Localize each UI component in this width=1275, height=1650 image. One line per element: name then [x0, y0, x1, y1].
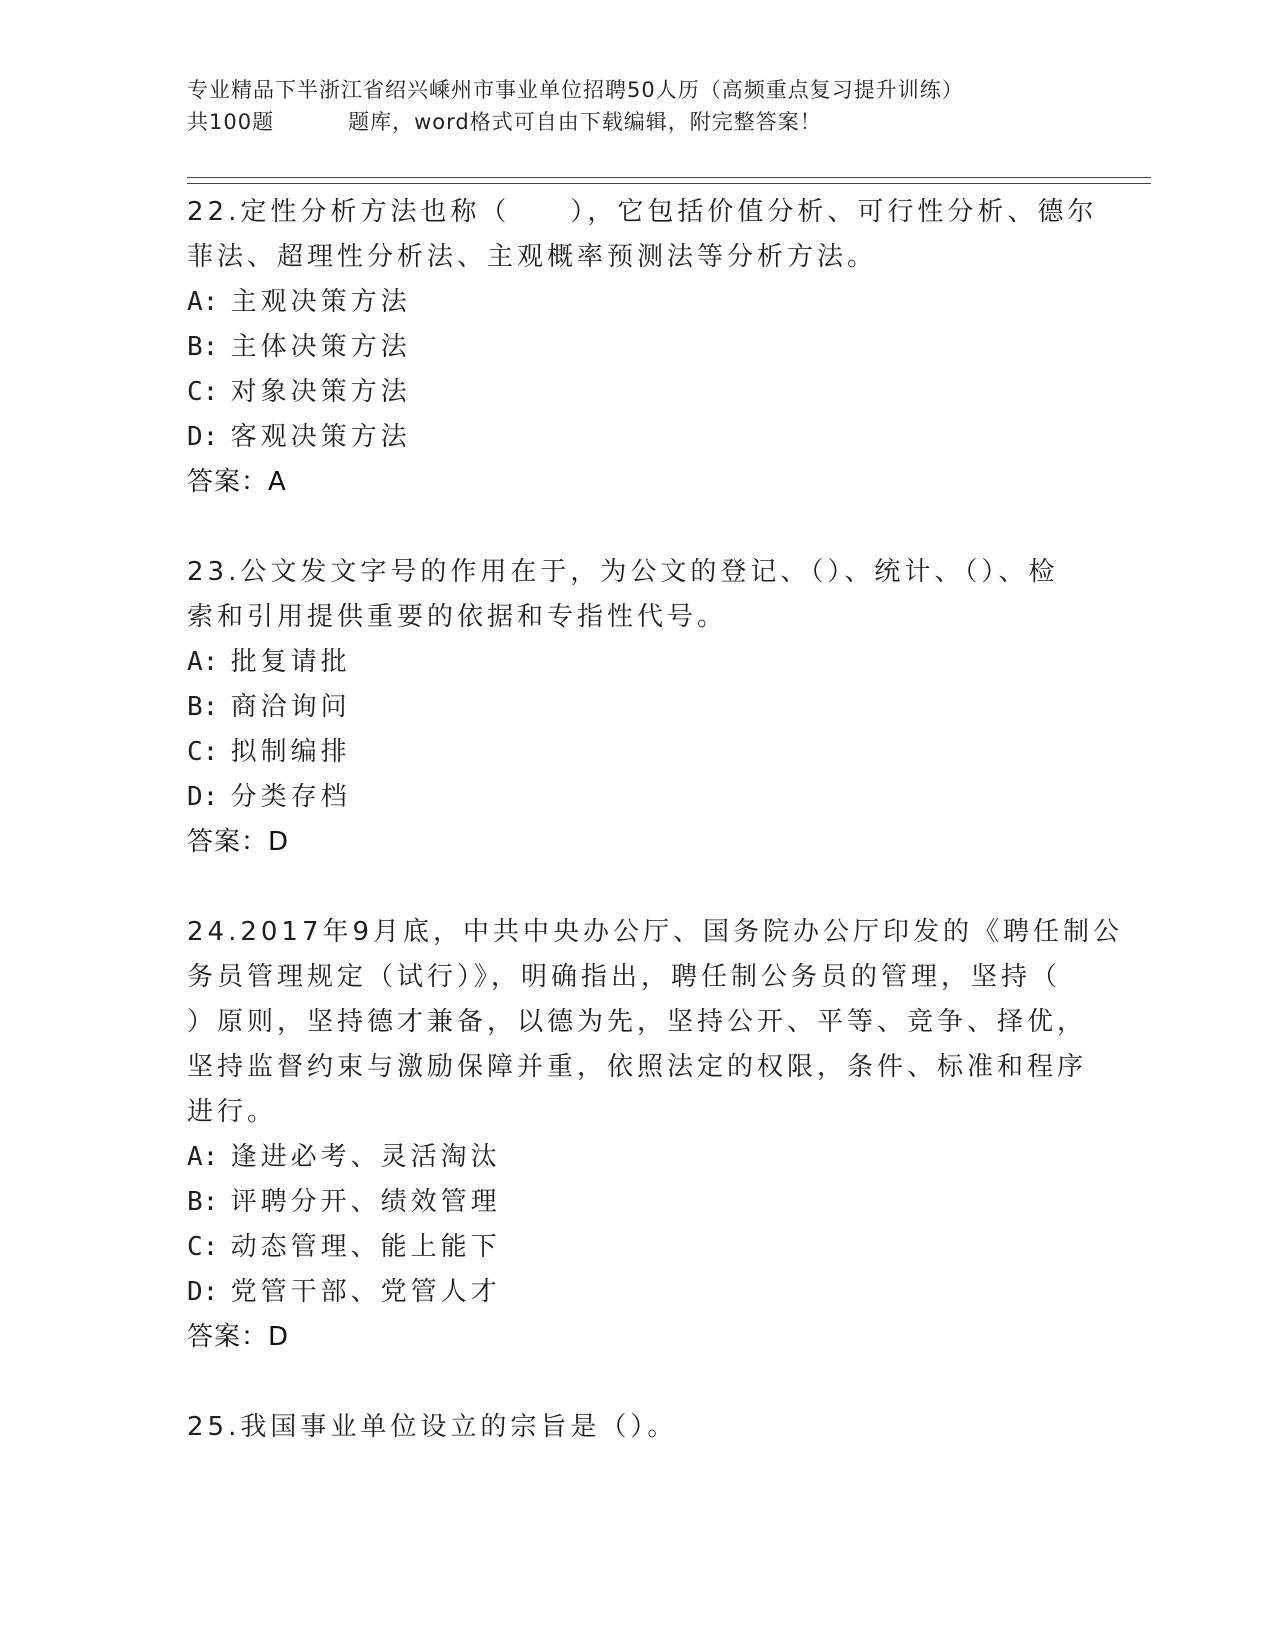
option-d [187, 415, 1087, 460]
option-text: 逢进必考、灵活淘汰 [230, 1142, 501, 1172]
question-spacer [187, 505, 1087, 550]
question-line: 务员管理规定（试行）》，明确指出，聘任制公务员的管理，坚持（ [187, 962, 1062, 992]
answer-line: 答案：D [187, 827, 290, 857]
option-text: 对象决策方法 [230, 377, 411, 407]
question-line: ）原则，坚持德才兼备，以德为先，坚持公开、平等、竞争、择优， [187, 1007, 1088, 1037]
option-label: D: [187, 422, 219, 452]
option-text: 商洽询问 [230, 692, 351, 722]
question-23 [187, 550, 1087, 865]
option-text: 客观决策方法 [230, 422, 411, 452]
option-label: C: [187, 737, 219, 767]
option-b [187, 325, 1087, 370]
question-line: 菲法、超理性分析法、主观概率预测法等分析方法。 [187, 242, 878, 272]
option-b [187, 1180, 1087, 1225]
answer-line: 答案：D [187, 1322, 290, 1352]
question-text [187, 910, 1124, 1135]
question-list [187, 190, 1124, 1450]
option-c [187, 370, 1087, 415]
header-divider-top [187, 177, 1151, 178]
option-text: 党管干部、党管人才 [230, 1277, 501, 1307]
option-label: B: [187, 332, 219, 362]
header-subtitle-line [187, 106, 1087, 138]
question-spacer [187, 1360, 1087, 1405]
answer-line: 答案：A [187, 467, 287, 497]
document-header [187, 74, 1087, 138]
question-text [187, 1405, 1087, 1450]
option-c [187, 1225, 1087, 1270]
option-label: B: [187, 1187, 219, 1217]
option-b [187, 685, 1087, 730]
question-line: 24.2017年9月底，中共中央办公厅、国务院办公厅印发的《聘任制公 [187, 917, 1124, 947]
option-a [187, 1135, 1087, 1180]
option-d [187, 1270, 1087, 1315]
header-title-line: 专业精品下半浙江省绍兴嵊州市事业单位招聘50人历（高频重点复习提升训练） [187, 78, 964, 102]
option-label: A: [187, 647, 219, 677]
option-a [187, 280, 1087, 325]
question-25 [187, 1405, 1087, 1450]
option-text: 主体决策方法 [230, 332, 411, 362]
option-label: A: [187, 1142, 219, 1172]
question-line: 25.我国事业单位设立的宗旨是（）。 [187, 1412, 678, 1442]
header-description: 题库，word格式可自由下载编辑，附完整答案！ [348, 110, 822, 134]
question-line: 坚持监督约束与激励保障并重，依照法定的权限，条件、标准和程序 [187, 1052, 1088, 1082]
option-text: 主观决策方法 [230, 287, 411, 317]
option-label: B: [187, 692, 219, 722]
option-label: C: [187, 377, 219, 407]
option-d [187, 775, 1087, 820]
option-text: 评聘分开、绩效管理 [230, 1187, 501, 1217]
question-text [187, 190, 1098, 280]
option-text: 批复请批 [230, 647, 351, 677]
option-text: 动态管理、能上能下 [230, 1232, 501, 1262]
question-line: 23.公文发文字号的作用在于，为公文的登记、（）、统计、（）、检 [187, 557, 1059, 587]
header-divider-bottom [187, 183, 1151, 184]
option-label: A: [187, 287, 219, 317]
question-22 [187, 190, 1098, 505]
option-text: 拟制编排 [230, 737, 351, 767]
option-c [187, 730, 1087, 775]
question-line: 进行。 [187, 1097, 278, 1127]
header-count: 共100题 [187, 110, 275, 134]
question-spacer [187, 865, 1087, 910]
option-label: C: [187, 1232, 219, 1262]
question-line: 索和引用提供重要的依据和专指性代号。 [187, 602, 728, 632]
option-a [187, 640, 1087, 685]
question-24 [187, 910, 1124, 1360]
option-text: 分类存档 [230, 782, 351, 812]
option-label: D: [187, 782, 219, 812]
option-label: D: [187, 1277, 219, 1307]
question-line: 22.定性分析方法也称（ ），它包括价值分析、可行性分析、德尔 [187, 197, 1098, 227]
question-text [187, 550, 1087, 640]
